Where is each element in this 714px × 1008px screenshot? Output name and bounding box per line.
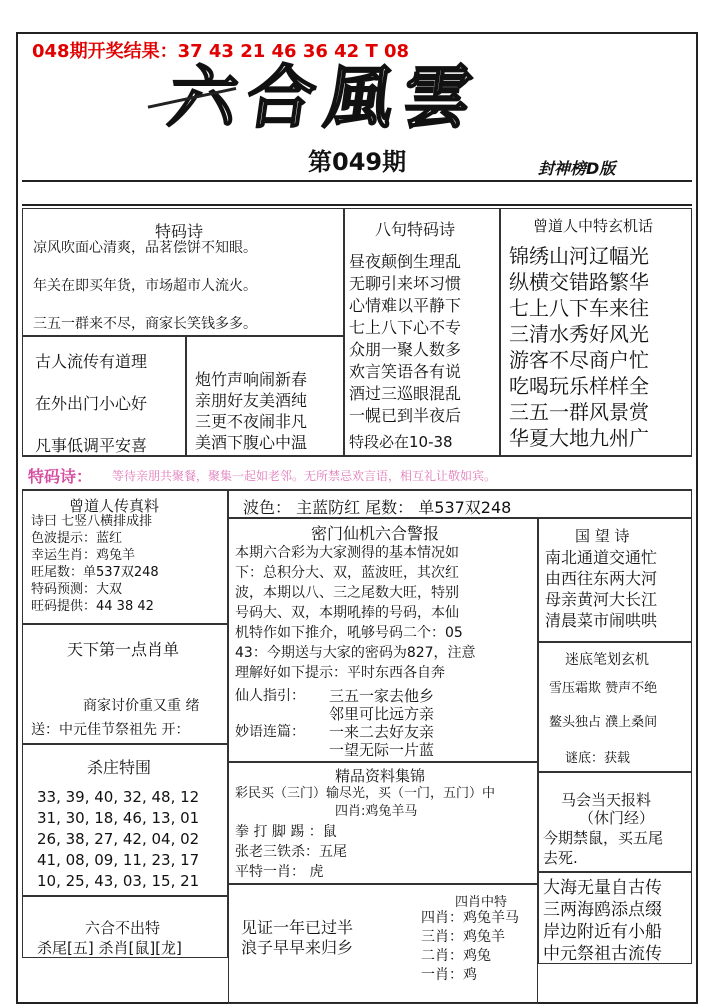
tema-poem-title: 特码诗 (155, 222, 204, 241)
riddle-line: 雪压霜欺 赞声不绝 (549, 681, 658, 696)
tema-poem-line: 三五一群来不尽，商家长笑钱多多。 (33, 316, 257, 332)
first-zodiac-line: 送：中元佳节祭祖先 开： (31, 722, 190, 738)
riddle-line: 鳌头独占 濮上桑间 (549, 715, 658, 730)
witness-box (228, 884, 538, 1004)
tema-strip (22, 456, 692, 490)
four-zodiac-line: 一肖：鸡 (421, 967, 477, 983)
national-poem-box (538, 518, 692, 642)
zeng-fax-item: 幸运生肖：鸡兔羊 (31, 548, 136, 563)
national-poem-line: 由西往东两大河 (545, 569, 658, 588)
sea-poem-box (538, 872, 692, 964)
eight-poem-line: 一幌已到半夜后 (349, 406, 462, 425)
horse-club-title: 马会当天报料 (561, 791, 652, 809)
witness-line: 见证一年已过半 (241, 918, 354, 937)
horse-club-line: 去死. (543, 849, 578, 867)
eight-poem-line: 众朋一聚人数多 (349, 340, 462, 359)
miaoyu-line: 邻里可比远方亲 (329, 705, 435, 723)
eight-line-poem-box (344, 208, 500, 456)
four-zodiac-line: 二肖：鸡兔 (421, 948, 491, 964)
zeng-verse-line: 吃喝玩乐样样全 (509, 374, 649, 398)
edition-label: 封神榜D版 (538, 159, 616, 178)
eight-poem-line: 昼夜颠倒生理乱 (349, 252, 462, 271)
sea-poem-line: 中元祭祖古流传 (543, 944, 662, 964)
national-poem-line: 南北通道交通忙 (545, 548, 658, 567)
sea-poem-line: 三两海鸥添点缀 (543, 900, 662, 920)
no-show-box (22, 896, 228, 958)
zeng-fax-item: 诗曰 七竖八横排成排 (31, 514, 153, 529)
kill-zone-row: 41, 08, 09, 11, 23, 17 (37, 851, 200, 869)
secret-alert-line: 本期六合彩为大家测得的基本情况如 (235, 545, 459, 561)
secret-alert-line: 43：今期送与大家的密码为827，注意 (235, 645, 476, 661)
zeng-verse-line: 游客不尽商户忙 (509, 348, 649, 372)
tema-poem-line: 年关在即买年货，市场超市人流火。 (33, 278, 257, 294)
zeng-fax-item: 色波提示：蓝红 (31, 531, 123, 546)
kill-zone-box (22, 744, 228, 896)
zeng-fax-box (22, 490, 228, 624)
firecracker-line: 美酒下腹心中温 (195, 433, 308, 452)
boutique-line: 张老三铁杀：五尾 (235, 844, 347, 860)
header-band (22, 180, 692, 206)
first-zodiac-title: 天下第一点肖单 (67, 640, 180, 659)
four-zodiac-title: 四肖中特 (455, 895, 508, 910)
boutique-box (228, 762, 538, 884)
kill-zone-title: 杀庄特围 (87, 758, 152, 777)
wave-bar (228, 490, 692, 518)
miaoyu-line: 一来二去好友亲 (329, 723, 435, 741)
kill-zone-row: 26, 38, 27, 42, 04, 02 (37, 830, 200, 848)
eight-poem-line: 七上八下心不专 (349, 318, 462, 337)
draw-result-numbers: 37 43 21 46 36 42 T 08 (177, 41, 410, 62)
secret-alert-line: 理解好如下提示：平时东西各自奔 (235, 665, 445, 681)
sea-poem-line: 大海无量自古传 (543, 878, 662, 898)
secret-alert-line: 下：总积分大、双，蓝波旺，其次红 (235, 565, 459, 581)
eight-poem-line: 酒过三巡眼混乱 (349, 384, 462, 403)
boutique-line: 四肖:鸡兔羊马 (335, 804, 418, 819)
tema-strip-label: 特码诗： (28, 467, 93, 486)
four-zodiac-line: 三肖：鸡兔羊 (421, 929, 505, 945)
zeng-verse-box (500, 208, 692, 456)
tema-range: 特段必在10-38 (349, 433, 453, 451)
tema-poem-line: 凉风吹面心清爽，品茗偿饼不知眼。 (33, 240, 257, 256)
logo-text: 六合風雲 (163, 58, 487, 138)
eight-poem-line: 欢言笑语各有说 (349, 362, 462, 381)
secret-alert-title: 密门仙机六合警报 (311, 524, 440, 543)
first-zodiac-line: 商家讨价重又重 绪 (83, 698, 200, 714)
ancient-saying-box (22, 336, 186, 456)
zeng-verse-line: 七上八下车来往 (509, 296, 649, 320)
firecracker-line: 三更不夜闹非凡 (195, 412, 308, 431)
no-show-line: 杀尾[五] 杀肖[鼠][龙] (37, 939, 182, 957)
tema-poem-box (22, 208, 344, 336)
first-zodiac-box (22, 624, 228, 744)
ancient-line: 古人流传有道理 (35, 352, 148, 371)
national-poem-title: 国 望 诗 (575, 527, 630, 545)
zeng-fax-title: 曾道人传真料 (69, 497, 160, 515)
boutique-line: 平特一肖： 虎 (235, 864, 324, 880)
zeng-fax-item: 特码预测：大双 (31, 582, 123, 597)
wave-text: 波色： 主蓝防红 尾数： 单537双248 (243, 498, 512, 517)
zeng-verse-line: 纵横交错路繁华 (509, 270, 649, 294)
national-poem-line: 清晨菜市闹哄哄 (545, 611, 658, 630)
boutique-line: 彩民买（三门）输尽光，买（一门，五门）中 (235, 786, 496, 801)
kill-zone-row: 31, 30, 18, 46, 13, 01 (37, 809, 200, 827)
tema-strip-text: 等待亲朋共聚餐，聚集一起如老邻。无所禁忌欢言语，相互礼让敬如宾。 (112, 469, 497, 483)
draw-result-label: 048期开奖结果： (32, 41, 178, 62)
riddle-box (538, 642, 692, 772)
zeng-fax-item: 旺尾数：单537双248 (31, 565, 159, 580)
zeng-verse-line: 锦绣山河辽幅光 (509, 244, 649, 268)
secret-alert-line: 机特作如下推介，吼够号码二个：05 (235, 625, 463, 641)
secret-alert-box (228, 518, 538, 762)
boutique-title: 精品资料集锦 (335, 767, 426, 785)
firecracker-line: 亲朋好友美酒纯 (195, 391, 308, 410)
horse-club-box (538, 772, 692, 872)
zeng-verse-line: 三五一群风景赏 (509, 400, 649, 424)
zeng-verse-title: 曾道人中特玄机话 (533, 217, 654, 235)
eight-poem-line: 无聊引来坏习惯 (349, 274, 462, 293)
no-show-title: 六合不出特 (85, 919, 161, 937)
xian-label: 仙人指引： (235, 688, 305, 704)
four-zodiac-line: 四肖：鸡兔羊马 (421, 910, 519, 926)
eight-poem-line: 心情难以平静下 (349, 296, 462, 315)
zeng-fax-item: 旺码提供：44 38 42 (31, 599, 154, 614)
kill-zone-row: 10, 25, 43, 03, 15, 21 (37, 872, 200, 890)
secret-alert-line: 号码大、双，本期吼捧的号码，本仙 (235, 605, 459, 621)
kill-zone-row: 33, 39, 40, 32, 48, 12 (37, 788, 200, 806)
horse-club-subtitle: （休门经） (579, 809, 655, 827)
secret-alert-line: 波，本期以八、三之尾数大旺，特别 (235, 585, 459, 601)
horse-club-line: 今期禁鼠，买五尾 (543, 829, 664, 847)
miaoyu-line: 一望无际一片蓝 (329, 741, 435, 759)
sea-poem-line: 岸边附近有小船 (543, 922, 662, 942)
ancient-line: 凡事低调平安喜 (35, 436, 148, 455)
zeng-verse-line: 华夏大地九州广 (509, 426, 649, 450)
xian-text: 三五一家去他乡 (329, 687, 435, 705)
firecracker-poem-box (186, 336, 344, 456)
firecracker-line: 炮竹声响闹新春 (195, 370, 308, 389)
riddle-answer: 谜底：获载 (565, 751, 631, 766)
ancient-line: 在外出门小心好 (35, 394, 148, 413)
eight-poem-title: 八句特码诗 (375, 220, 456, 239)
riddle-title: 迷底笔划玄机 (565, 652, 649, 668)
zeng-verse-line: 三清水秀好风光 (509, 322, 649, 346)
issue-number: 第049期 (308, 148, 407, 176)
national-poem-line: 母亲黄河大长江 (545, 590, 658, 609)
miaoyu-label: 妙语连篇： (235, 724, 305, 740)
boutique-line: 拳 打 脚 踢 ：鼠 (235, 824, 337, 840)
witness-line: 浪子早早来归乡 (241, 938, 354, 957)
